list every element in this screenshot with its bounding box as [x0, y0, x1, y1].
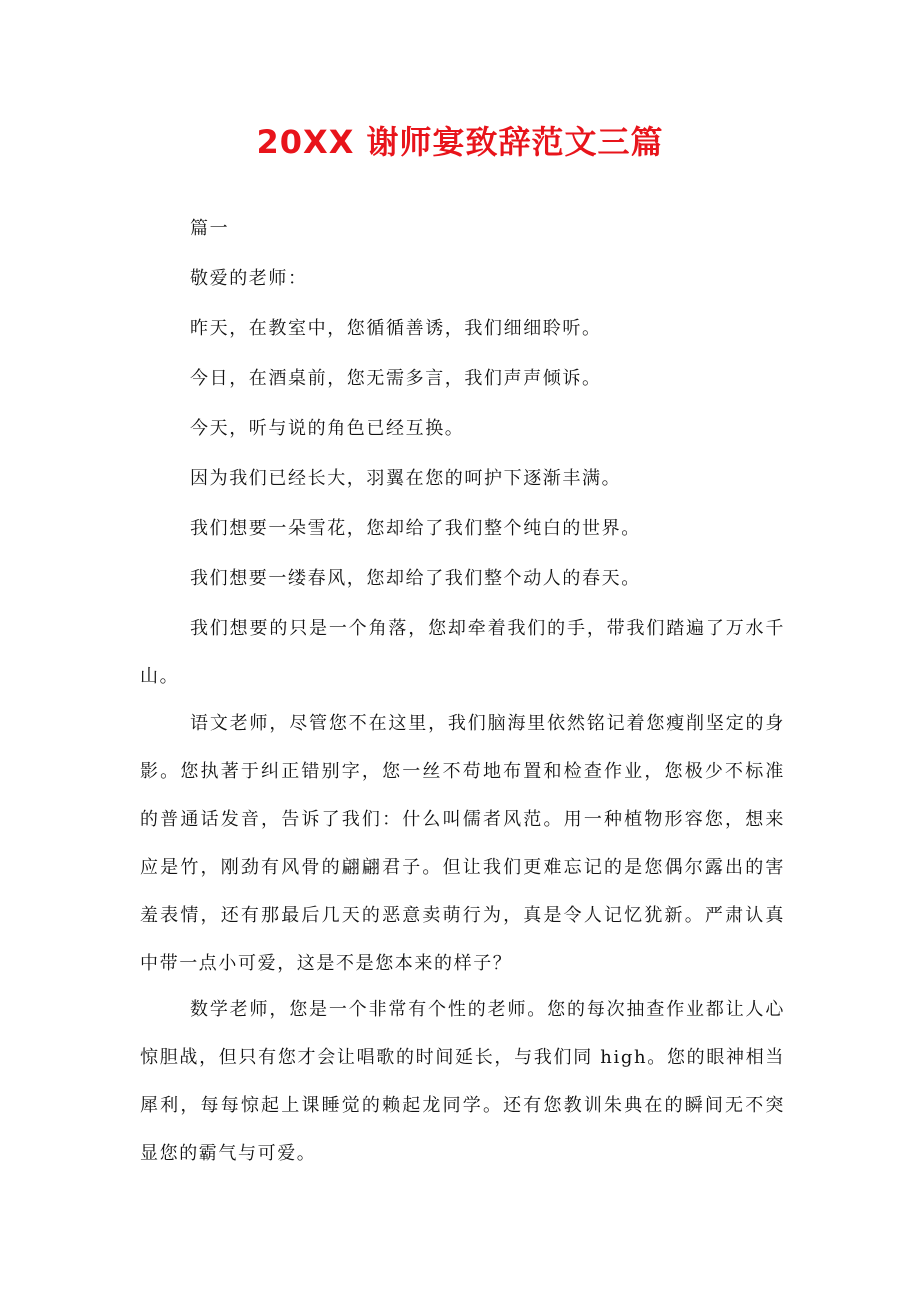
salutation: 敬爱的老师：	[190, 268, 308, 289]
short-line: 今天，听与说的角色已经互换。	[190, 418, 465, 439]
short-line: 我们想要一朵雪花，您却给了我们整个纯白的世界。	[190, 518, 641, 539]
section-label: 篇一	[190, 218, 230, 239]
paragraph: 数学老师，您是一个非常有个性的老师。您的每次抽查作业都让人心惊胆战，但只有您才会让唱歌的时间延长，与我们同 high。您的眼神相当犀利，每每惊起上课睡觉的赖起龙同学。还有您教训朱典在的瞬间无不突显您的霸气与可爱。	[140, 999, 785, 1164]
document-title: 20XX 谢师宴致辞范文三篇	[256, 123, 664, 161]
short-line: 昨天，在教室中，您循循善诱，我们细细聆听。	[190, 318, 602, 339]
short-line: 今日，在酒桌前，您无需多言，我们声声倾诉。	[190, 368, 602, 389]
short-line: 因为我们已经长大，羽翼在您的呵护下逐渐丰满。	[190, 468, 622, 489]
short-line: 我们想要一缕春风，您却给了我们整个动人的春天。	[190, 568, 641, 589]
paragraph: 语文老师，尽管您不在这里，我们脑海里依然铭记着您瘦削坚定的身影。您执著于纠正错别字，您一丝不苟地布置和检查作业，您极少不标准的普通话发音，告诉了我们：什么叫儒者风范。用一种植物形容您，想来应是竹，刚劲有风骨的翩翩君子。但让我们更难忘记的是您偶尔露出的害羞表情，还有那最后几天的恶意卖萌行为，真是令人记忆犹新。严肃认真中带一点小可爱，这是不是您本来的样子？	[140, 713, 785, 974]
paragraph: 我们想要的只是一个角落，您却牵着我们的手，带我们踏遍了万水千山。	[140, 618, 785, 687]
